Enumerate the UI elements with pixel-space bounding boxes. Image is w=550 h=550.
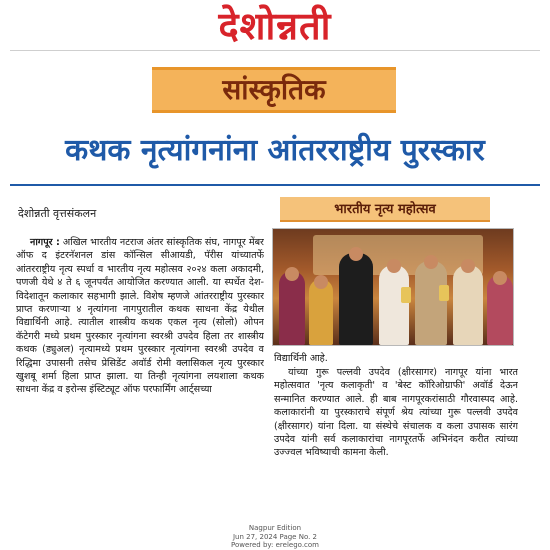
section-label-banner: सांस्कृतिक xyxy=(152,67,396,113)
photo-person-head xyxy=(424,255,438,269)
article-text: यांच्या गुरू पल्लवी उपदेव (क्षीरसागर) नागपूर यांना भारत महोत्सवात 'नृत्य कलाकृती' व 'बेस्ट कॉरिओग्राफी' अवॉर्ड देऊन सन्मानित करण्यात आले. ही बाब नागपूरकरांसाठी गौरवास्पद आहे. कलाकारांनी या पुरस्काराचे संपूर्ण श्रेय त्यांच्या गुरू पल्लवी उपदेव (क्षीरसागर) यांना दिला. या संस्थेचे संचालक व कला उपासक सारंग उपदेव यांनी सर्व कलाकारांचा नागपूरतर्फे अभिनंदन करीत त्यांच्या उज्ज्वल भविष्याची कामना केली. xyxy=(274,367,518,459)
trophy-icon xyxy=(401,287,411,303)
photo-person xyxy=(279,271,305,345)
photo-person xyxy=(339,253,373,345)
article-text: अखिल भारतीय नटराज अंतर सांस्कृतिक संघ, नागपूर मेंबर ऑफ द इंटरनॅशनल डांस कॉन्सिल सीआयडी, पॅरीस यांच्यातर्फे आंतरराष्ट्रीय नृत्य स्पर्धा व भारतीय नृत्य महोत्सव २०२४ कला अकादमी, पणजी येथे ४ ते ६ जूनपर्यंत आयोजित करण्यात आली. या स्पर्धेत देश-विदेशातून कलाकार सहभागी झाले. विशेष म्हणजे आंतरराष्ट्रीय पुरस्कार प्राप्त करणाऱ्या ४ नृत्यांगना नागपुरातील कथक साधना केंद्र येथील विद्यार्थिनी आहे. त्यातील शास्त्रीय कथक एकल नृत्य (सोलो) ओपन कॅटेगरी मध्ये प्रथम पुरस्कार नृत्यांगना स्वरश्री उपदेव हिला तर शास्त्रीय कथक (ड्युअल) नृत्यामध्ये प्रथम पुरस्कार नृत्यांगना स्वरश्री उपदेव व रिद्धिमा उपासनी तसेच प्रेसिडेंट अवॉर्ड रोमी क्लासिकल नृत्य पुरस्कार खुशबू शर्मा हिला प्राप्त झाला. या तिन्ही नृत्यांगना लयशाला कथक साधना केंद्र व इरोन्स इंस्टिट्यूट ऑफ परफार्मिंग आर्ट्सच्या xyxy=(16,237,264,396)
article-text: विद्यार्थिनी आहे. xyxy=(274,353,328,364)
headline-divider xyxy=(10,184,540,186)
article-column-left xyxy=(16,236,264,522)
photo-person-head xyxy=(493,271,507,285)
powered-by-link[interactable]: Powered by: erelego.com xyxy=(230,541,319,549)
award-ceremony-photo xyxy=(272,228,514,346)
photo-person xyxy=(415,261,447,345)
photo-person-head xyxy=(314,275,328,289)
newspaper-masthead: देशोन्नती xyxy=(218,3,332,48)
article-column-right-continued xyxy=(274,352,518,365)
photo-person xyxy=(379,265,409,345)
edition-date-page: Jun 27, 2024 Page No. 2 xyxy=(232,532,318,541)
article-dateline: नागपूर : xyxy=(30,237,60,248)
photo-person-head xyxy=(349,247,363,261)
sub-heading-banner: भारतीय नृत्य महोत्सव xyxy=(280,197,490,222)
masthead-divider xyxy=(10,50,540,51)
photo-person-head xyxy=(387,259,401,273)
photo-person xyxy=(453,265,483,345)
article-column-right xyxy=(274,366,518,522)
article-headline: कथक नृत्यांगनांना आंतरराष्ट्रीय पुरस्कार xyxy=(65,133,485,168)
photo-person xyxy=(487,275,513,345)
article-byline: देशोन्नती वृत्तसंकलन xyxy=(18,207,97,220)
trophy-icon xyxy=(439,285,449,301)
edition-name: Nagpur Edition xyxy=(248,524,302,532)
photo-person-head xyxy=(285,267,299,281)
photo-person-head xyxy=(461,259,475,273)
edition-footer xyxy=(0,524,550,550)
